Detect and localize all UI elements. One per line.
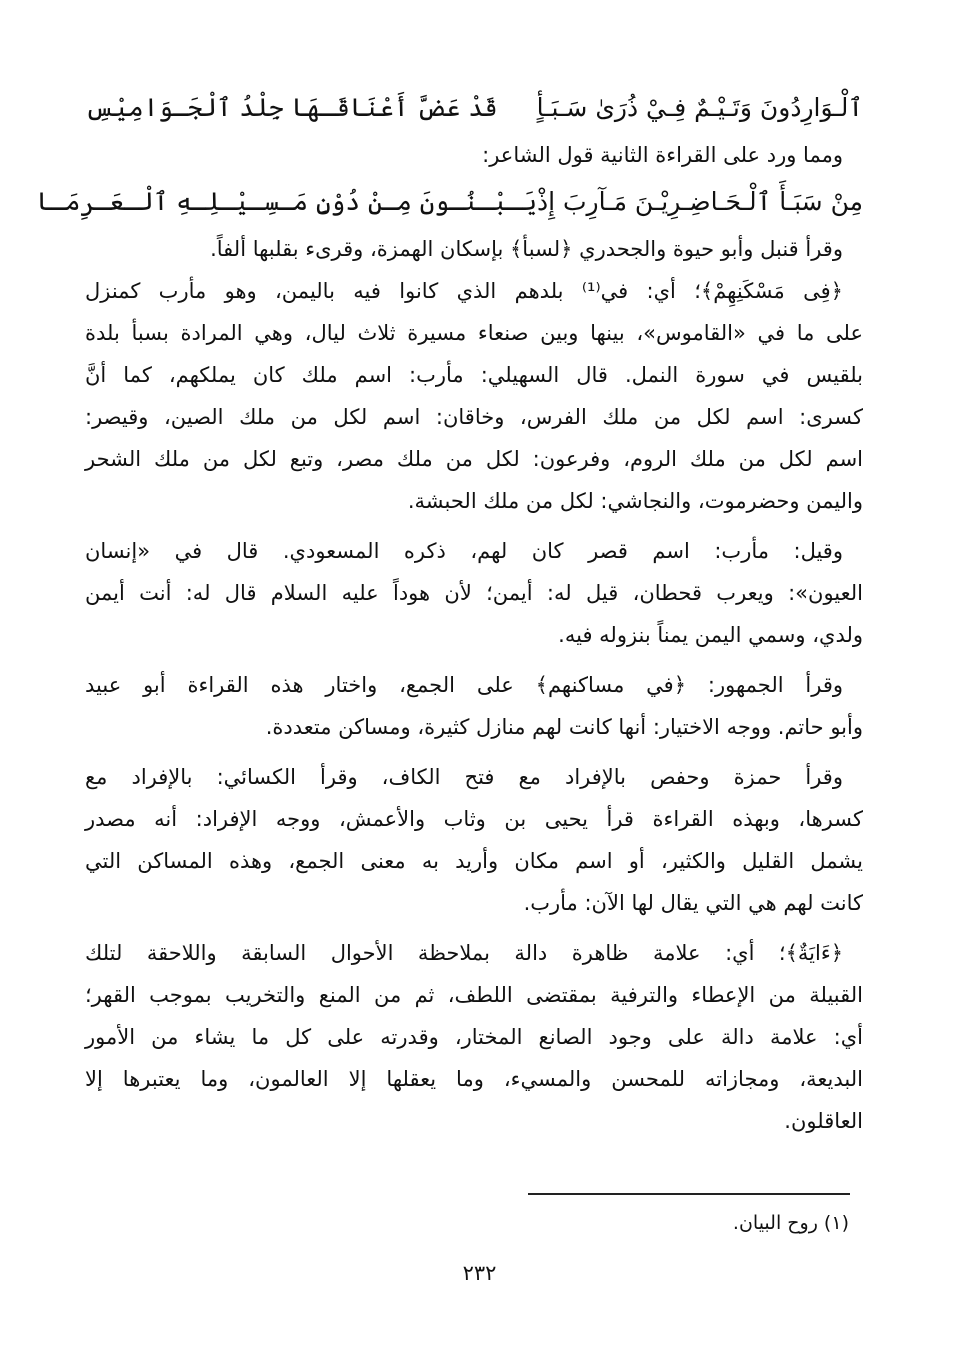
poem-verse-1 [85, 82, 863, 134]
paragraph [85, 756, 863, 924]
hemistich-right: ٱلْـوَارِدُونَ وَتَـيْـمٌ فِـيْ ذُرَىٰ سَـبَـأٍ [536, 93, 863, 122]
footnote-separator [528, 1193, 850, 1195]
paragraph [85, 270, 863, 522]
text-line: على ما في «القاموس»، بينها وبين صنعاء مسيرة ثلاث ليال، وهي المرادة بسبأ بلدة [85, 321, 863, 345]
text-line: وقرأ الجمهور: ﴿في مساكنهم﴾ على الجمع، واختار هذه القراءة أبو عبيد [85, 673, 843, 697]
text-line: البديعة، ومجازاته للمحسن والمسيء، وما يعقلها إلا العالمون، وما يعتبرها إلا [85, 1067, 863, 1091]
text-line: ﴿ءَايَةٌ﴾؛ أي: علامة ظاهرة دالة بملاحظة الأحوال السابقة واللاحقة لتلك [85, 941, 843, 965]
paragraph [85, 932, 863, 1142]
hemistich-left: يَـبْـنُـونَ مِـنْ دُوْنِ مَـسِـيْـلِـهِ ٱلْـعَـرِمَـا [36, 187, 537, 216]
poem-verse-2 [36, 176, 863, 228]
text-line: وأبو حاتم. ووجه الاختيار: أنها كانت لهم منازل كثيرة، ومساكن متعددة. [265, 715, 863, 739]
text-line: وقيل: مأرب: اسم قصر كان لهم، ذكره المسعودي. قال في «إنسان [85, 539, 843, 563]
text-line: العاقلون. [784, 1109, 863, 1133]
text-line: كانت لهم هي التي يقال لها الآن: مأرب. [523, 891, 863, 915]
hemistich-left: قَدْ عَضَّ أَعْنَاقَـهَا جِلْدُ ٱلْجَـوَامِيْسِ [85, 93, 498, 122]
commentary-paragraphs [85, 228, 863, 1142]
text-line: وقرأ قنبل وأبو حيوة والجحدري ﴿لسبأ﴾ بإسكان الهمزة، وقرىء بقلبها ألفاً. [210, 237, 843, 261]
text-line: يشمل القليل والكثير، أو اسم مكان وأريد به معنى الجمع، وهذه المساكن التي [85, 849, 863, 873]
text-line: أي: علامة دالة على وجود الصانع المختار، وقدرته على كل ما يشاء من الأمور [85, 1025, 863, 1049]
text-line: واليمن وحضرموت، والنجاشي: لكل من ملك الحبشة. [407, 489, 863, 513]
text-line: كسرها، وبهذه القراءة قرأ يحيى بن وثاب والأعمش، ووجه الإفراد: أنه مصدر [85, 807, 863, 831]
text-line: ﴿فِى مَسْكَنِهِمْ﴾؛ أي: في⁽¹⁾ بلدهم الذي كانوا فيه باليمن، وهو مأرب كمنزل [85, 279, 843, 303]
paragraph [85, 664, 863, 748]
intro-line: ومما ورد على القراءة الثانية قول الشاعر: [482, 143, 843, 167]
text-line: بلقيس في سورة النمل. قال السهيلي: مأرب: اسم ملك كان يملكهم، كما أنَّ [85, 363, 863, 387]
text-line: القبيلة من الإعطاء والترفية بمقتضى اللطف، ثم من المنع والتخريب بموجب القهر؛ [85, 983, 863, 1007]
text-line: العيون»: ويعرب قحطان، قيل له: أيمن؛ لأن هوداً عليه السلام قال له: أنت أيمن [85, 581, 863, 605]
page-body [36, 82, 863, 1322]
text-line: ولدي، وسمي اليمن يمناً بنزوله فيه. [558, 623, 863, 647]
text-line: وقرأ حمزة وحفص بالإفراد مع فتح الكاف، وقرأ الكسائي: بالإفراد مع [85, 765, 843, 789]
footnote: (١) روح البيان. [732, 1212, 849, 1234]
text-line: كسرى: اسم لكل من ملك الفرس، وخاقان: اسم لكل من ملك الصين، وقيصر: [85, 405, 863, 429]
paragraph [85, 228, 863, 270]
paragraph [85, 530, 863, 656]
page-number: ٢٣٢ [462, 1261, 497, 1285]
text-line: اسم لكل من ملك الروم، وفرعون: لكل من ملك مصر، وتبع لكل من ملك الشحر [85, 447, 863, 471]
hemistich-right: مِنْ سَبَـأَ ٱلْـحَـاضِـرِيْـنَ مَـآرِبَ إِذْ [537, 187, 863, 216]
